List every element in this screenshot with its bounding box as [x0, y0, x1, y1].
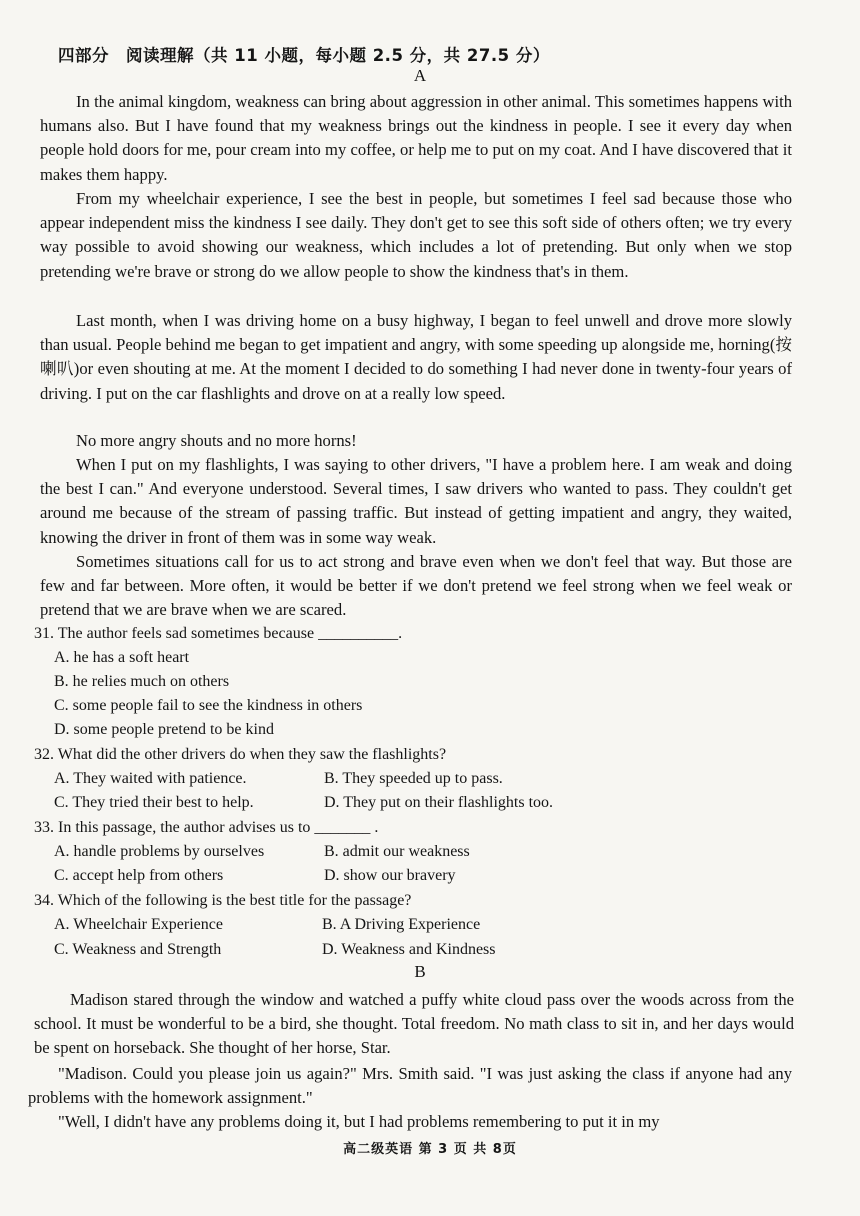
question-31-option-a[interactable]: A. he has a soft heart — [54, 649, 190, 666]
question-33-option-b[interactable]: B. admit our weakness — [324, 843, 470, 860]
passage-a-paragraph-4: No more angry shouts and no more horns! — [76, 431, 357, 450]
question-31-option-d[interactable]: D. some people pretend to be kind — [54, 721, 274, 738]
question-33-option-c[interactable]: C. accept help from others — [54, 867, 224, 884]
passage-b-letter: B — [414, 962, 426, 981]
question-32-option-a[interactable]: A. They waited with patience. — [54, 770, 247, 787]
page-footer: 高二级英语 第 3 页 共 8页 — [343, 1142, 517, 1157]
question-34-option-b[interactable]: B. A Driving Experience — [322, 916, 481, 933]
question-33-option-a[interactable]: A. handle problems by ourselves — [54, 843, 265, 860]
question-34-stem: 34. Which of the following is the best title for the passage? — [34, 892, 412, 909]
question-31-stem: 31. The author feels sad sometimes because __________. — [34, 625, 403, 642]
question-33-option-d[interactable]: D. show our bravery — [324, 867, 456, 884]
question-34-option-a[interactable]: A. Wheelchair Experience — [54, 916, 223, 933]
question-34-option-c[interactable]: C. Weakness and Strength — [54, 941, 222, 958]
question-32-option-d[interactable]: D. They put on their flashlights too. — [324, 794, 554, 811]
passage-a-paragraph-5: When I put on my flashlights, I was saying to other drivers, "I have a problem here. I am weak and doing the best I can." And everyone understood. Several times, I saw drivers who wanted to pass. They couldn't get around me because of the stream of passing traffic. But instead of getting impatient and angry, they waited, knowing the driver in front of them was in some way weak. — [40, 455, 792, 547]
question-32-option-b[interactable]: B. They speeded up to pass. — [324, 770, 503, 787]
passage-a-paragraph-3: Last month, when I was driving home on a busy highway, I began to feel unwell and drove more slowly than usual. People behind me began to get impatient and angry, with some speeding up alongside me, horning(按喇叭)or even shouting at me. At the moment I decided to do something I had never done in twenty-four years of driving. I put on the car flashlights and drove on at a really low speed. — [40, 311, 792, 403]
question-32-stem: 32. What did the other drivers do when they saw the flashlights? — [34, 746, 447, 763]
question-31-option-c[interactable]: C. some people fail to see the kindness in others — [54, 697, 363, 714]
question-31-option-b[interactable]: B. he relies much on others — [54, 673, 230, 690]
question-34-option-d[interactable]: D. Weakness and Kindness — [322, 941, 496, 958]
passage-b-paragraph-1: Madison stared through the window and watched a puffy white cloud pass over the woods across from the school. It must be wonderful to be a bird, she thought. Total freedom. No math class to sit in, and her days would be spent on horseback. She thought of her horse, Star. — [34, 990, 794, 1058]
section-header: 四部分 阅读理解（共 11 小题，每小题 2.5 分，共 27.5 分） — [58, 46, 550, 65]
passage-a-letter: A — [413, 66, 427, 85]
passage-a-paragraph-2: From my wheelchair experience, I see the best in people, but sometimes I feel sad because those who appear independent miss the kindness I see daily. They don't get to see this soft side of others often; we try every way possible to avoid showing our weakness, which includes a lot of pretending. But only when we stop pretending we're brave or strong do we allow people to show the kindness that's in them. — [40, 189, 792, 281]
passage-a-paragraph-1: In the animal kingdom, weakness can bring about aggression in other animal. This sometimes happens with humans also. But I have found that my weakness brings out the kindness in people. I see it every day when people hold doors for me, pour cream into my coffee, or help me to put on my coat. And I have discovered that it makes them happy. — [40, 92, 792, 184]
question-33-stem: 33. In this passage, the author advises us to _______ . — [34, 819, 379, 836]
passage-a-paragraph-6: Sometimes situations call for us to act strong and brave even when we don't feel that way. But those are few and far between. More often, it would be better if we don't pretend we feel strong when we feel weak or pretend that we are brave when we are scared. — [40, 552, 792, 620]
question-32-option-c[interactable]: C. They tried their best to help. — [54, 794, 254, 811]
passage-b-paragraph-3: "Well, I didn't have any problems doing it, but I had problems remembering to put it in my — [58, 1112, 660, 1131]
passage-b-paragraph-2: "Madison. Could you please join us again?" Mrs. Smith said. "I was just asking the class if anyone had any problems with the homework assignment." — [28, 1064, 792, 1108]
